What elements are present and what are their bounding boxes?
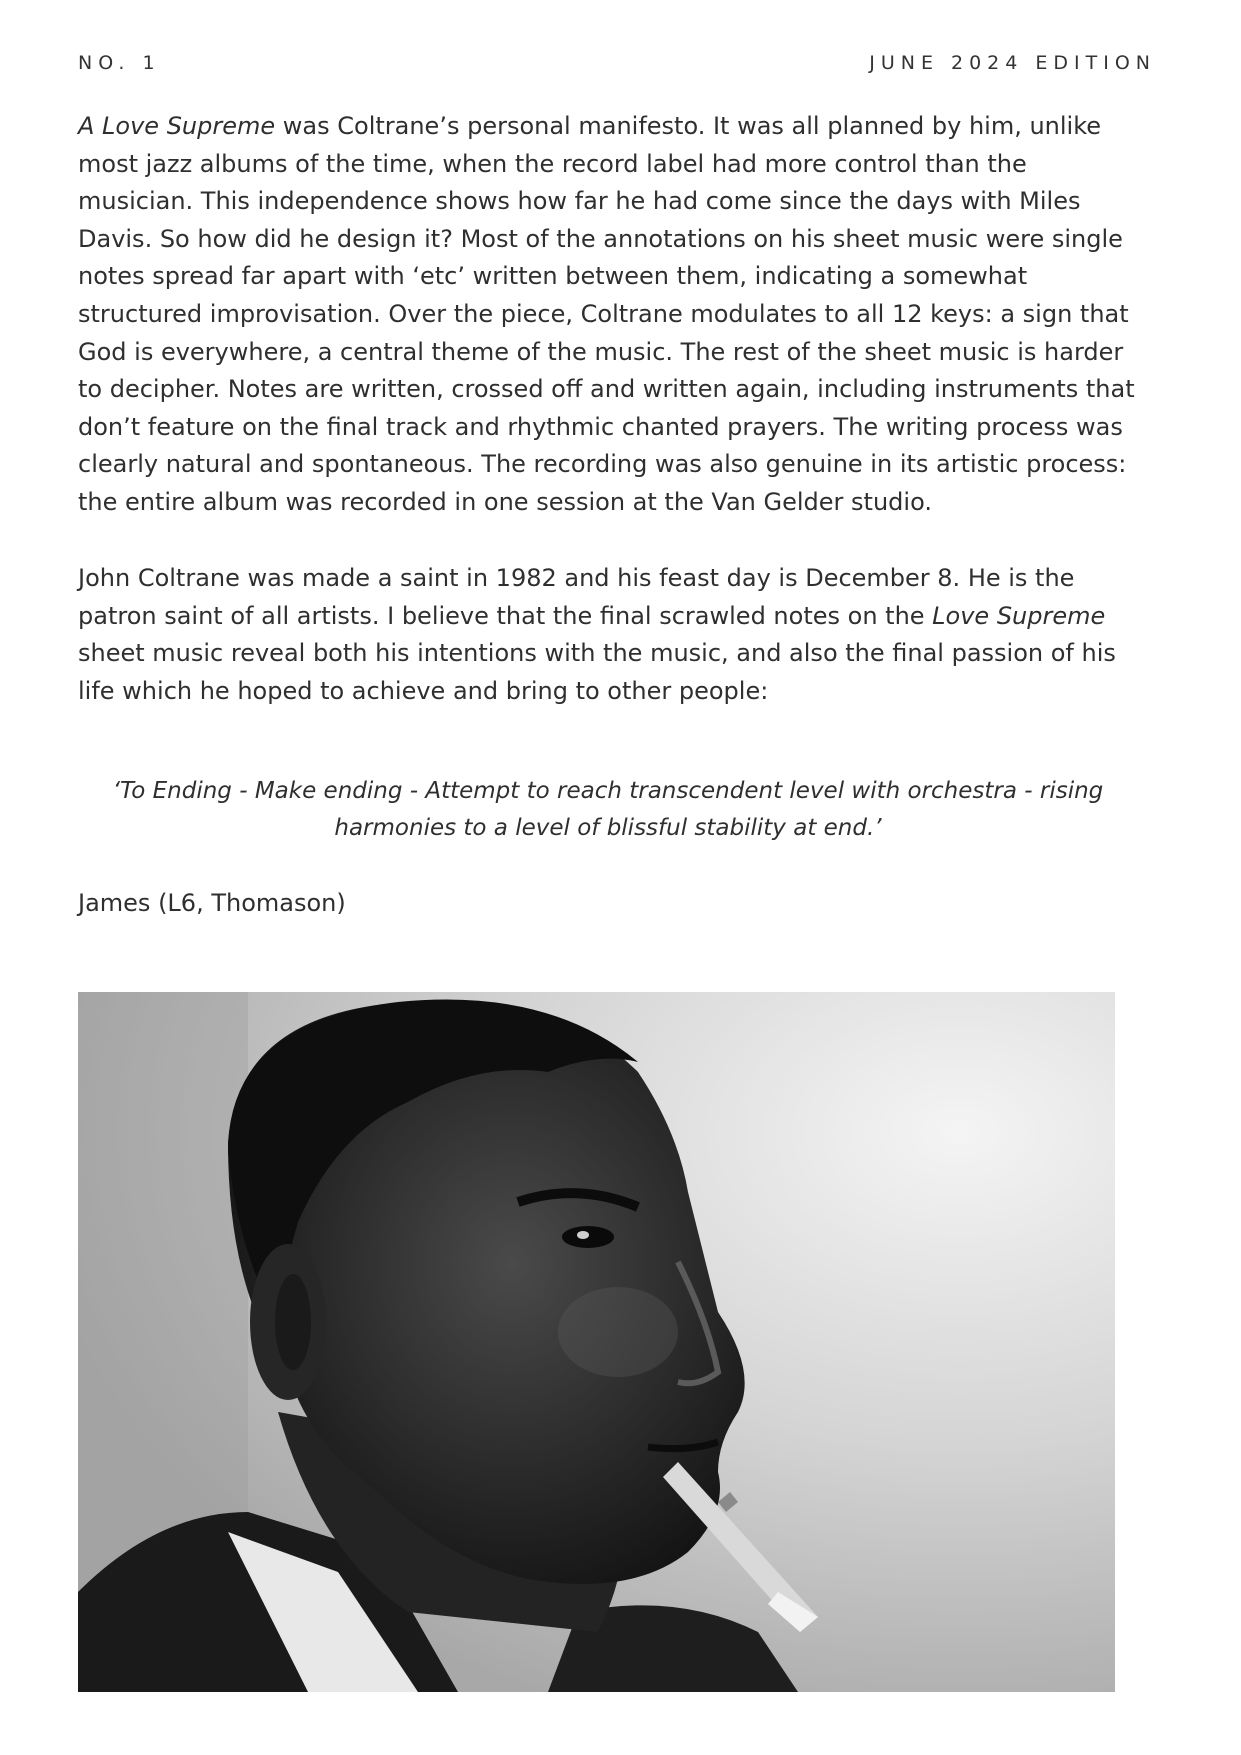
pull-quote: ‘To Ending - Make ending - Attempt to reach transcendent level with orchestra - rising harmonies to a level of blissful stability at end.’ <box>112 778 1104 841</box>
article-paragraph-1 <box>78 108 1138 522</box>
issue-number: NO. 1 <box>78 52 161 74</box>
edition-date: JUNE 2024 EDITION <box>869 52 1156 74</box>
author-signature: James (L6, Thomason) <box>78 889 346 917</box>
album-title: A Love Supreme <box>78 112 276 140</box>
portrait-illustration <box>78 992 1115 1692</box>
paragraph-2-text-start: John Coltrane was made a saint in 1982 and his feast day is December 8. He is the patron saint of all artists. I believe that the final scrawled notes on the <box>78 564 1075 630</box>
article-paragraph-2 <box>78 560 1138 710</box>
paragraph-2-text-end: sheet music reveal both his intentions with the music, and also the final passion of his life which he hoped to achieve and bring to other people: <box>78 639 1116 705</box>
album-title-inline: Love Supreme <box>932 601 1106 630</box>
page-header <box>78 52 1156 78</box>
portrait-photo <box>78 992 1115 1692</box>
paragraph-1-text: was Coltrane’s personal manifesto. It was all planned by him, unlike most jazz albums of the time, when the record label had more control than the musician. This independence shows how far he had come since the days with Miles Davis. So how did he design it? Most of the annotations on his sheet music were single notes spread far apart with ‘etc’ written between them, indicating a somewhat structured improvisation. Over the piece, Coltrane modulates to all 12 keys: a sign that God is everywhere, a central theme of the music. The rest of the sheet music is harder to decipher. Notes are written, crossed off and written again, including instruments that don’t feature on the final track and rhythmic chanted prayers. The writing process was clearly natural and spontaneous. The recording was also genuine in its artistic process: the entire album was recorded in one session at the Van Gelder studio. <box>78 112 1135 516</box>
